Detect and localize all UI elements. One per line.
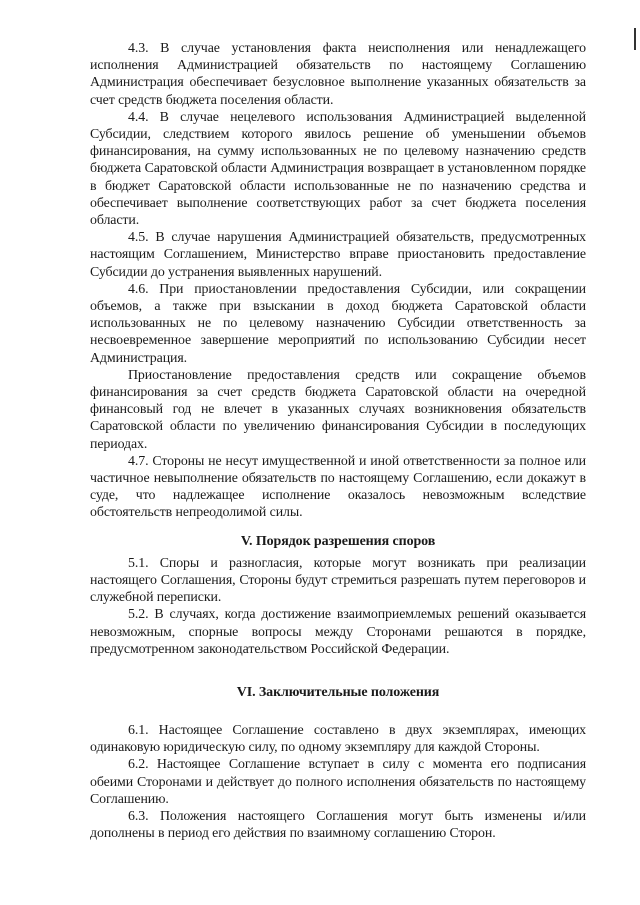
paragraph-5-1: 5.1. Споры и разногласия, которые могут возникать при реализации настоящего Соглашения, Стороны будут стремиться разрешать путем переговоров и служебной переписки. xyxy=(90,555,586,606)
paragraph-4-7: 4.7. Стороны не несут имущественной и иной ответственности за полное или частичное невыполнение обязательств по настоящему Соглашению, если докажут в суде, что надлежащее исполнение оказалось невозможным вследствие обстоятельств непреодолимой силы. xyxy=(90,453,586,521)
section-v-heading: V. Порядок разрешения споров xyxy=(240,533,436,549)
paragraph-4-3: 4.3. В случае установления факта неисполнения или ненадлежащего исполнения Администрацией обязательств по настоящему Соглашению Администрация обеспечивает безусловное выполнение указанных обязательств за счет средств бюджета поселения области. xyxy=(90,41,586,108)
paragraph-suspension: Приостановление предоставления средств или сокращение объемов финансирования за счет средств бюджета Саратовской области на очередной финансовый год не влечет в указанных случаях возникновения обязательств Саратовской области по увеличению финансирования Субсидии в последующих периодах. xyxy=(90,367,586,452)
paragraph-4-6: 4.6. При приостановлении предоставления Субсидии, или сокращении объемов, а также при взыскании в доход бюджета Саратовской области использованных не по целевому назначению Субсидии ответственность за несвоевременное завершение мероприятий по использованию Субсидии несет Администрация. xyxy=(90,281,586,366)
scan-edge-mark xyxy=(634,28,636,50)
paragraph-6-2: 6.2. Настоящее Соглашение вступает в силу с момента его подписания обеими Сторонами и действует до полного исполнения обязательств по настоящему Соглашению. xyxy=(90,757,586,807)
paragraph-4-5: 4.5. В случае нарушения Администрацией обязательств, предусмотренных настоящим Соглашением, Министерство вправе приостановить предоставление Субсидии до устранения выявленных нарушений. xyxy=(90,230,586,280)
document-body xyxy=(90,40,586,842)
paragraph-5-2: 5.2. В случаях, когда достижение взаимоприемлемых решений оказывается невозможным, спорные вопросы между Сторонами решаются в порядке, предусмотренном законодательством Российской Федерации. xyxy=(90,607,586,657)
paragraph-4-4: 4.4. В случае нецелевого использования Администрацией выделенной Субсидии, следствием которого явилось решение об уменьшении объемов финансирования, на сумму использованных не по целевому назначению средств бюджета Саратовской области Администрация возвращает в установленном порядке в бюджет Саратовской области использованные не по назначению средства и обеспечивает выполнение соответствующих работ за счет бюджета поселения области. xyxy=(90,109,586,229)
paragraph-6-3: 6.3. Положения настоящего Соглашения могут быть изменены и/или дополнены в период его действия по взаимному соглашению Сторон. xyxy=(90,808,586,842)
section-vi-heading: VI. Заключительные положения xyxy=(236,684,440,700)
paragraph-6-1: 6.1. Настоящее Соглашение составлено в двух экземплярах, имеющих одинаковую юридическую силу, по одному экземпляру для каждой Стороны. xyxy=(90,722,586,756)
